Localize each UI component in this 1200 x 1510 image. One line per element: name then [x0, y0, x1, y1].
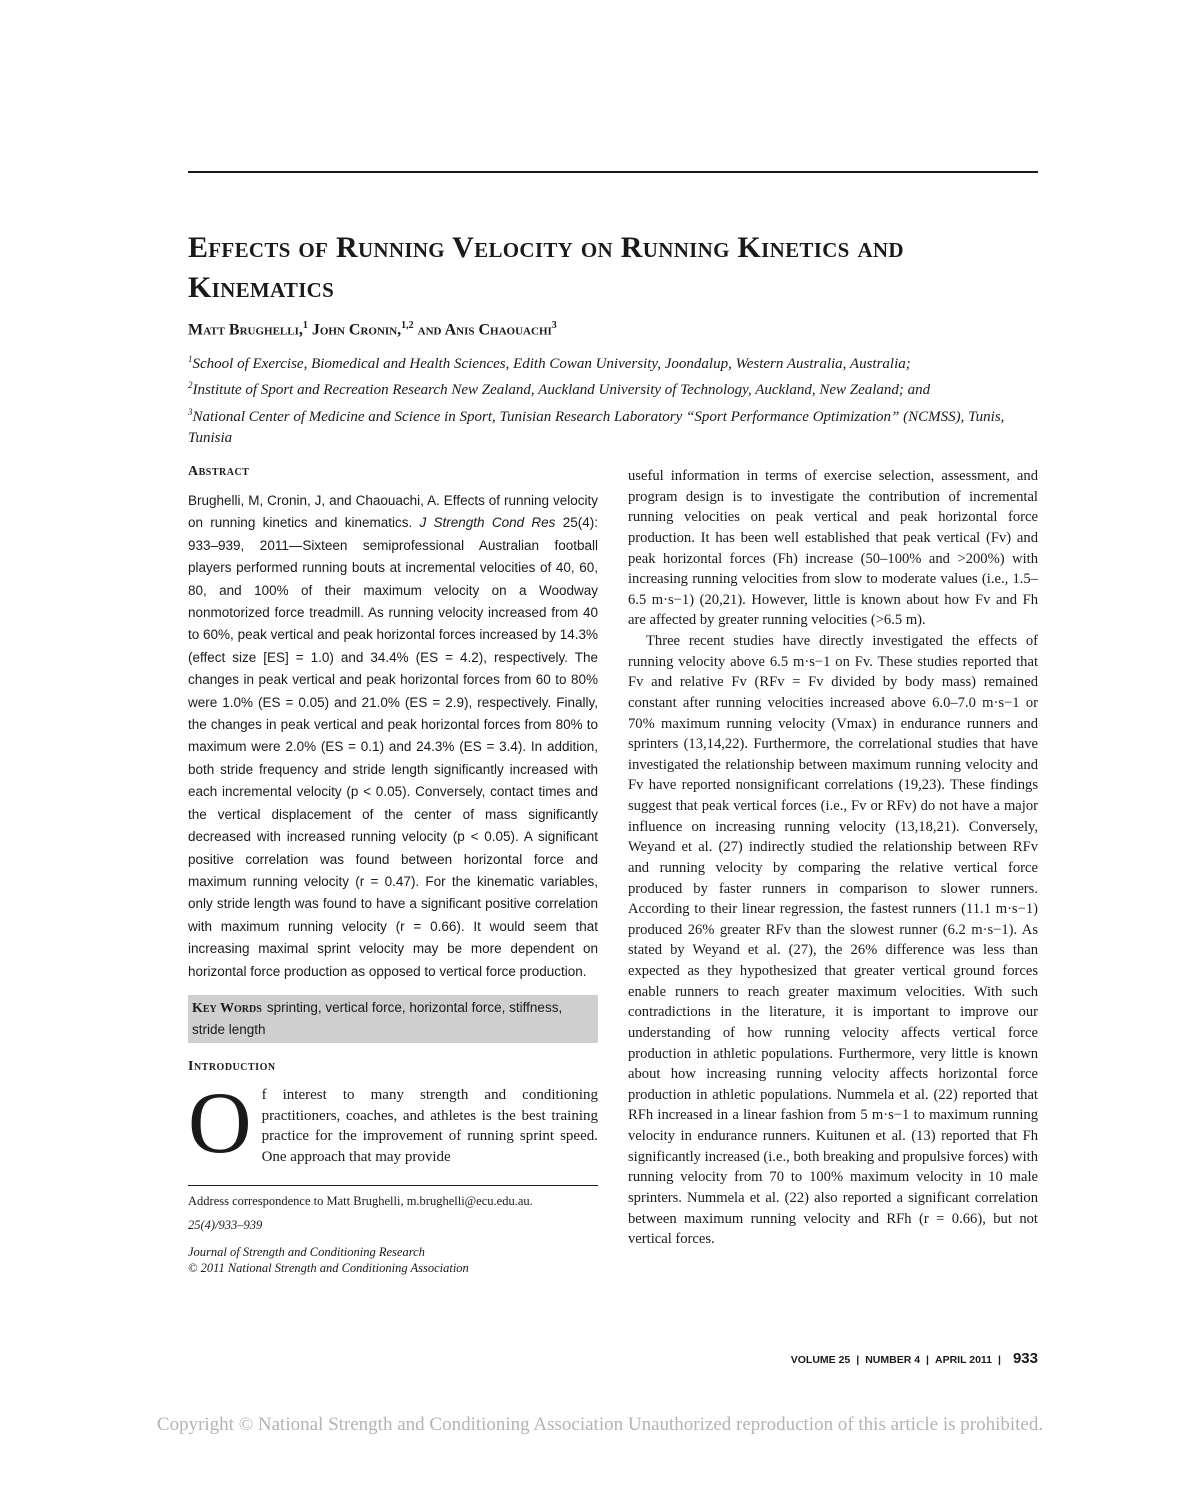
author-name: John Cronin, [311, 321, 402, 339]
body-paragraph: useful information in terms of exercise selection, assessment, and program design is to investigate the contribution of incremental running velocities on peak vertical and peak horizontal force production. It has been well established that peak vertical (Fv) and peak horizontal forces (Fh) increase (50–100% and >200%) with increasing running velocities from slow to moderate values (i.e., 1.5–6.5 m·s−1) (20,21). However, little is known about how Fv and Fh are affected by greater running velocities (>6.5 m). [628, 468, 1038, 629]
author-name: Matt Brughelli, [188, 321, 303, 339]
author-affiliation-mark: 1,2 [401, 320, 414, 331]
top-rule [188, 171, 1038, 173]
affiliations [188, 349, 1038, 450]
citation-note: 25(4)/933–939 [188, 1218, 263, 1233]
author-affiliation-mark: 1 [302, 320, 308, 331]
keywords-text: sprinting, vertical force, horizontal force, stiffness, stride length [192, 999, 563, 1037]
copyright-watermark: Copyright © National Strength and Conditioning Association Unauthorized reproduction of this article is prohibited. [156, 1414, 1044, 1435]
date-label: APRIL 2011 [935, 1354, 993, 1366]
page-number: 933 [1012, 1350, 1038, 1367]
drop-cap: O [188, 1074, 252, 1172]
volume-label: VOLUME 25 [790, 1354, 851, 1366]
introduction-body: Of interest to many strength and conditioning practitioners, coaches, and athletes is the best training practice for the improvement of running sprint speed. One approach that may provide [188, 1074, 598, 1172]
affiliation-line: $^2$Institute of Sport and Recreation Research New Zealand, Auckland University of Technology, Auckland, New Zealand; and [188, 380, 931, 399]
journal-name: Journal of Strength and Conditioning Research [188, 1245, 425, 1260]
right-column [628, 466, 1038, 1250]
footnote-rule [188, 1185, 598, 1186]
author-list [188, 320, 1038, 339]
abstract-body: Brughelli, M, Cronin, J, and Chaouachi, A. Effects of running velocity on running kinetics and kinematics. J Strength Cond Res 25(4): 933–939, 2011—Sixteen semiprofessional Australian football players performed running bouts at incremental velocities of 40, 60, 80, and 100% of their maximum velocity on a Woodway nonmotorized force treadmill. As running velocity increased from 40 to 60%, peak vertical and peak horizontal forces increased by 14.3% (effect size [ES] = 1.0) and 34.4% (ES = 4.2), respectively. The changes in peak vertical and peak horizontal forces from 60 to 80% were 1.0% (ES = 0.05) and 21.0% (ES = 2.9), respectively. Finally, the changes in peak vertical and peak horizontal forces from 80% to maximum were 2.0% (ES = 0.1) and 24.3% (ES = 3.4). In addition, both stride frequency and stride length significantly increased with each incremental velocity (p < 0.05). Conversely, contact times and the vertical displacement of the center of mass significantly decreased with increased running velocity (p < 0.05). A significant positive correlation was found between horizontal force and maximum running velocity (r = 0.47). For the kinematic variables, only stride length was found to have a significant positive correlation with maximum running velocity (r = 0.66). It would seem that increasing maximal sprint velocity may be more dependent on horizontal force production as opposed to vertical force production. [188, 493, 598, 979]
article-title: Effects of Running Velocity on Running Kinetics and Kinematics [188, 231, 904, 304]
author-name: and Anis Chaouachi [417, 321, 552, 339]
author-affiliation-mark: 3 [551, 320, 557, 331]
left-column [188, 464, 598, 1276]
body-paragraph: Three recent studies have directly investigated the effects of running velocity above 6.5 m·s−1 on Fv. These studies reported that Fv and relative Fv (RFv = Fv divided by body mass) remained constant after running velocities increased above 6.0–7.0 m·s−1 or 70% maximum running velocity (Vmax) in endurance runners and sprinters (13,14,22). Furthermore, the correlational studies that have investigated the relationship between maximum running velocity and Fv have reported nonsignificant correlations (19,23). These findings suggest that peak vertical forces (i.e., Fv or RFv) do not have a major influence on increasing running velocity (13,18,21). Conversely, Weyand et al. (27) indirectly studied the relationship between RFv and running velocity by comparing the relative vertical force produced by faster runners in comparison to slower runners. According to their linear regression, the fastest runners (11.1 m·s−1) produced 26% greater RFv than the slowest runner (6.2 m·s−1). As stated by Weyand et al. (27), the 26% difference was less than expected as they hypothesized that greater vertical ground forces enable runners to reach greater maximum velocities. With such contradictions in the literature, it is important to improve our understanding of how running velocity affects vertical force production in athletic populations. Furthermore, very little is known about how increasing running velocity affects horizontal force production in athletic populations. Nummela et al. (22) reported that RFh increased in a linear fashion from 5 m·s−1 to maximum running velocity in endurance runners. Kuitunen et al. (13) reported that Fh significantly increased (i.e., both breaking and propulsive forces) with running velocity from 70 to 100% maximum velocity in 10 male sprinters. Nummela et al. (22) also reported a significant correlation between maximum running velocity and RFh (r = 0.66), but not vertical forces. [628, 633, 1038, 1248]
issue-label: NUMBER 4 [865, 1354, 921, 1366]
copyright-note: © 2011 National Strength and Conditioning Association [188, 1261, 469, 1276]
affiliation-line: $^3$National Center of Medicine and Science in Sport, Tunisian Research Laboratory “Sport Performance Optimization” (NCMSS), Tunis, Tunisia [188, 406, 1005, 447]
introduction-heading: Introduction [188, 1058, 276, 1074]
keywords-label: Key Words [192, 1000, 262, 1016]
keywords-box [188, 995, 598, 1043]
page-footer: VOLUME 25 | NUMBER 4 | APRIL 2011 | 933 [790, 1350, 1038, 1367]
journal-abbrev: J Strength Cond Res [419, 515, 556, 531]
affiliation-line: $^1$School of Exercise, Biomedical and Health Sciences, Edith Cowan University, Joondalup, Western Australia, Australia; [188, 354, 911, 372]
abstract-heading: Abstract [188, 464, 250, 479]
correspondence-note: Address correspondence to Matt Brughelli, m.brughelli@ecu.edu.au. [188, 1194, 533, 1209]
